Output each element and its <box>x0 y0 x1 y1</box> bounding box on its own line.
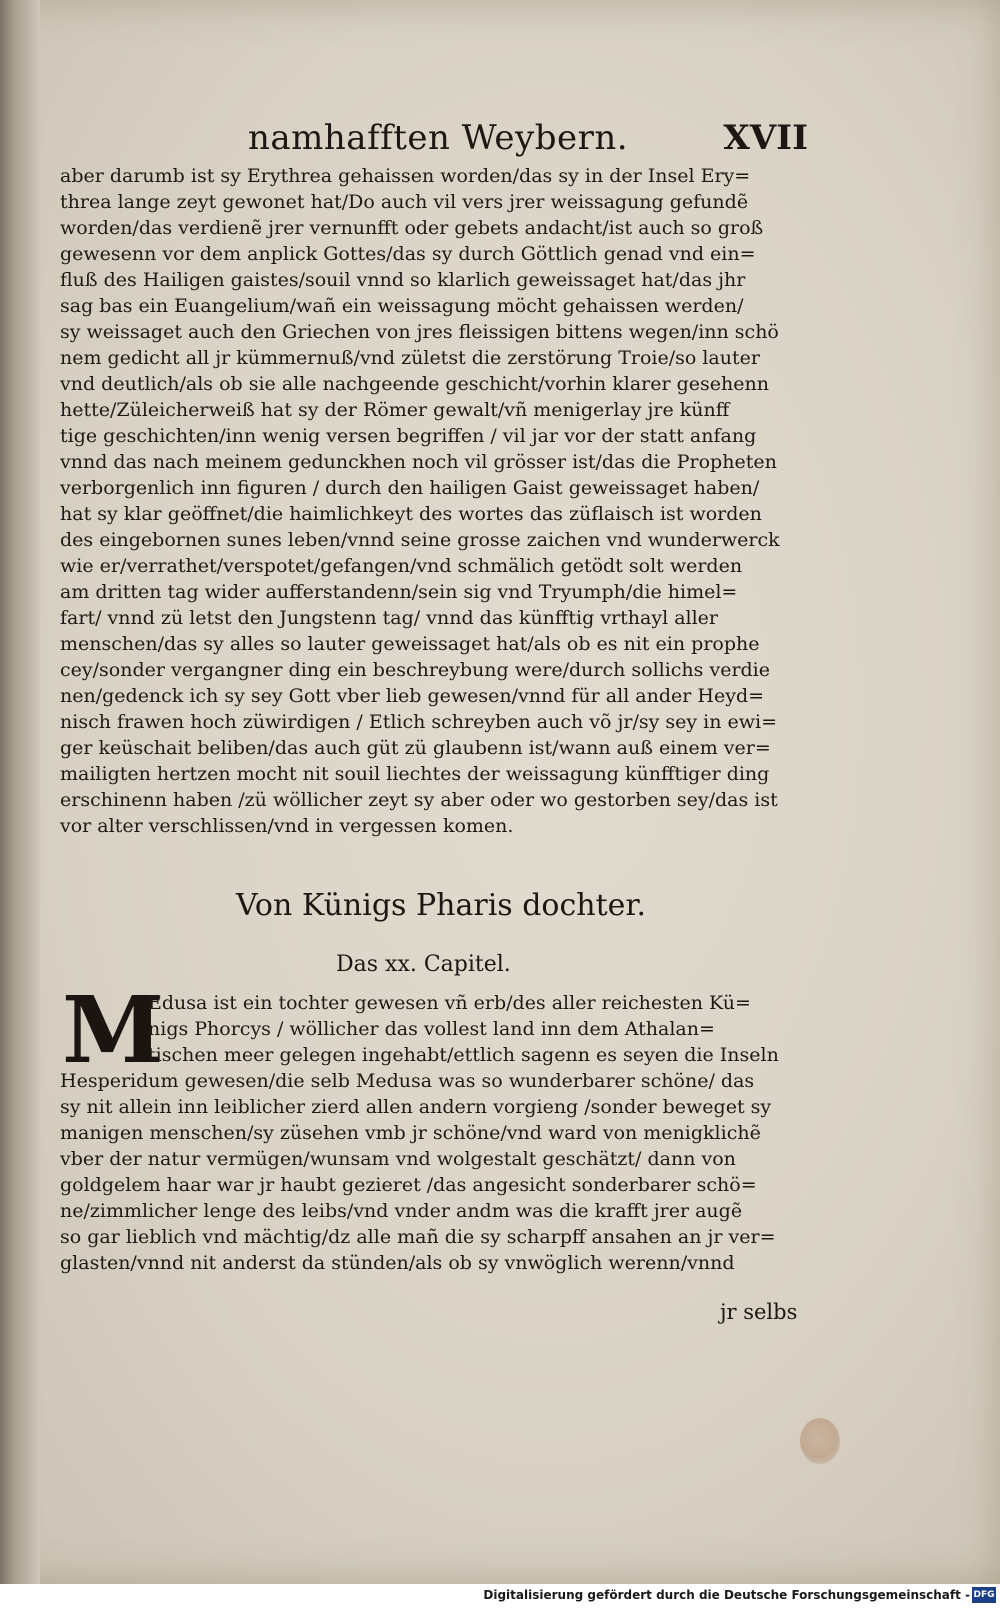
text-line: nen/gedenck ich sy sey Gott vber lieb gewesen/vnnd für all ander Heyd= <box>60 685 765 707</box>
text-line: gewesenn vor dem anplick Gottes/das sy durch Göttlich genad vnd ein= <box>60 243 756 265</box>
chapter-title: Von Künigs Pharis dochter. <box>236 888 646 923</box>
text-line: manigen menschen/sy züsehen vmb jr schöne/vnd ward von menigklichẽ <box>60 1122 761 1144</box>
text-line: fluß des Hailigen gaistes/souil vnnd so klarlich geweissaget hat/das jhr <box>60 269 746 291</box>
text-line: mailigten hertzen mocht nit souil liechtes der weissagung künfftiger ding <box>60 763 770 785</box>
text-line: ne/zimmlicher lenge des leibs/vnd vnder andm was die krafft jrer augẽ <box>60 1200 743 1222</box>
decorated-initial: M <box>62 976 164 1084</box>
folio-number: XVII <box>723 118 808 158</box>
text-line: Hesperidum gewesen/die selb Medusa was so wunderbarer schöne/ das <box>60 1070 755 1092</box>
text-line: nisch frawen hoch züwirdigen / Etlich schreyben auch võ jr/sy sey in ewi= <box>60 711 777 733</box>
text-line: goldgelem haar war jr haubt gezieret /das angesicht sonderbarer schö= <box>60 1174 757 1196</box>
footer-bar <box>0 1584 1000 1609</box>
text-line: tischen meer gelegen ingehabt/ettlich sagenn es seyen die Inseln <box>148 1044 779 1066</box>
text-line: hat sy klar geöffnet/die haimlichkeyt des wortes das züflaisch ist worden <box>60 503 762 525</box>
text-line: vnd deutlich/als ob sie alle nachgeende geschicht/vorhin klarer gesehenn <box>60 373 769 395</box>
text-line: sy weissaget auch den Griechen von jres fleissigen bittens wegen/inn schö <box>60 321 779 343</box>
chapter-number: Das xx. Capitel. <box>336 952 511 977</box>
text-line: erschinenn haben /zü wöllicher zeyt sy aber oder wo gestorben sey/das ist <box>60 789 778 811</box>
text-line: fart/ vnnd zü letst den Jungstenn tag/ vnnd das künfftig vrthayl aller <box>60 607 719 629</box>
text-line: threa lange zeyt gewonet hat/Do auch vil vers jrer weissagung gefundẽ <box>60 191 749 213</box>
page-header <box>248 118 808 162</box>
text-line: so gar lieblich vnd mächtig/dz alle mañ die sy scharpff ansahen an jr ver= <box>60 1226 776 1248</box>
text-line: menschen/das sy alles so lauter geweissaget hat/als ob es nit ein prophe <box>60 633 760 655</box>
text-line: vnnd das nach meinem gedunckhen noch vil grösser ist/das die Propheten <box>60 451 777 473</box>
text-line: ger keüschait beliben/das auch güt zü glaubenn ist/wann auß einem ver= <box>60 737 771 759</box>
text-line: nigs Phorcys / wöllicher das vollest land inn dem Athalan= <box>148 1018 715 1040</box>
text-line: wie er/verrathet/verspotet/gefangen/vnd schmälich getödt solt werden <box>60 555 743 577</box>
text-line: sag bas ein Euangelium/wañ ein weissagung möcht gehaissen werden/ <box>60 295 744 317</box>
text-line: sy nit allein inn leiblicher zierd allen andern vorgieng /sonder beweget sy <box>60 1096 772 1118</box>
running-head: namhafften Weybern. <box>248 118 629 158</box>
catchword: jr selbs <box>720 1300 798 1324</box>
text-line: des eingebornen sunes leben/vnnd seine grosse zaichen vnd wunderwerck <box>60 529 780 551</box>
page-gutter <box>0 0 40 1584</box>
text-line: verborgenlich inn figuren / durch den hailigen Gaist geweissaget haben/ <box>60 477 760 499</box>
funding-credit: Digitalisierung gefördert durch die Deutsche Forschungsgemeinschaft - <box>483 1588 970 1602</box>
text-line: hette/Züleicherweiß hat sy der Römer gewalt/vñ menigerlay jre künff <box>60 399 730 421</box>
text-line: am dritten tag wider aufferstandenn/sein sig vnd Tryumph/die himel= <box>60 581 738 603</box>
paper-stain <box>800 1418 840 1464</box>
text-line: vber der natur vermügen/wunsam vnd wolgestalt geschätzt/ dann von <box>60 1148 736 1170</box>
text-line: worden/das verdienẽ jrer vernunfft oder gebets andacht/ist auch so groß <box>60 217 764 239</box>
text-line: glasten/vnnd nit anderst da stünden/als ob sy vnwöglich werenn/vnnd <box>60 1252 735 1274</box>
chapter-text <box>60 976 802 1276</box>
dfg-logo: DFG <box>972 1587 996 1603</box>
text-line: Edusa ist ein tochter gewesen vñ erb/des aller reichesten Kü= <box>148 992 751 1014</box>
text-line: tige geschichten/inn wenig versen begriffen / vil jar vor der statt anfang <box>60 425 757 447</box>
body-text <box>60 163 802 839</box>
text-line: nem gedicht all jr kümmernuß/vnd zületst die zerstörung Troie/so lauter <box>60 347 760 369</box>
text-line: cey/sonder vergangner ding ein beschreybung were/durch sollichs verdie <box>60 659 771 681</box>
text-line: vor alter verschlissen/vnd in vergessen komen. <box>60 815 514 837</box>
text-line: aber darumb ist sy Erythrea gehaissen worden/das sy in der Insel Ery= <box>60 165 751 187</box>
